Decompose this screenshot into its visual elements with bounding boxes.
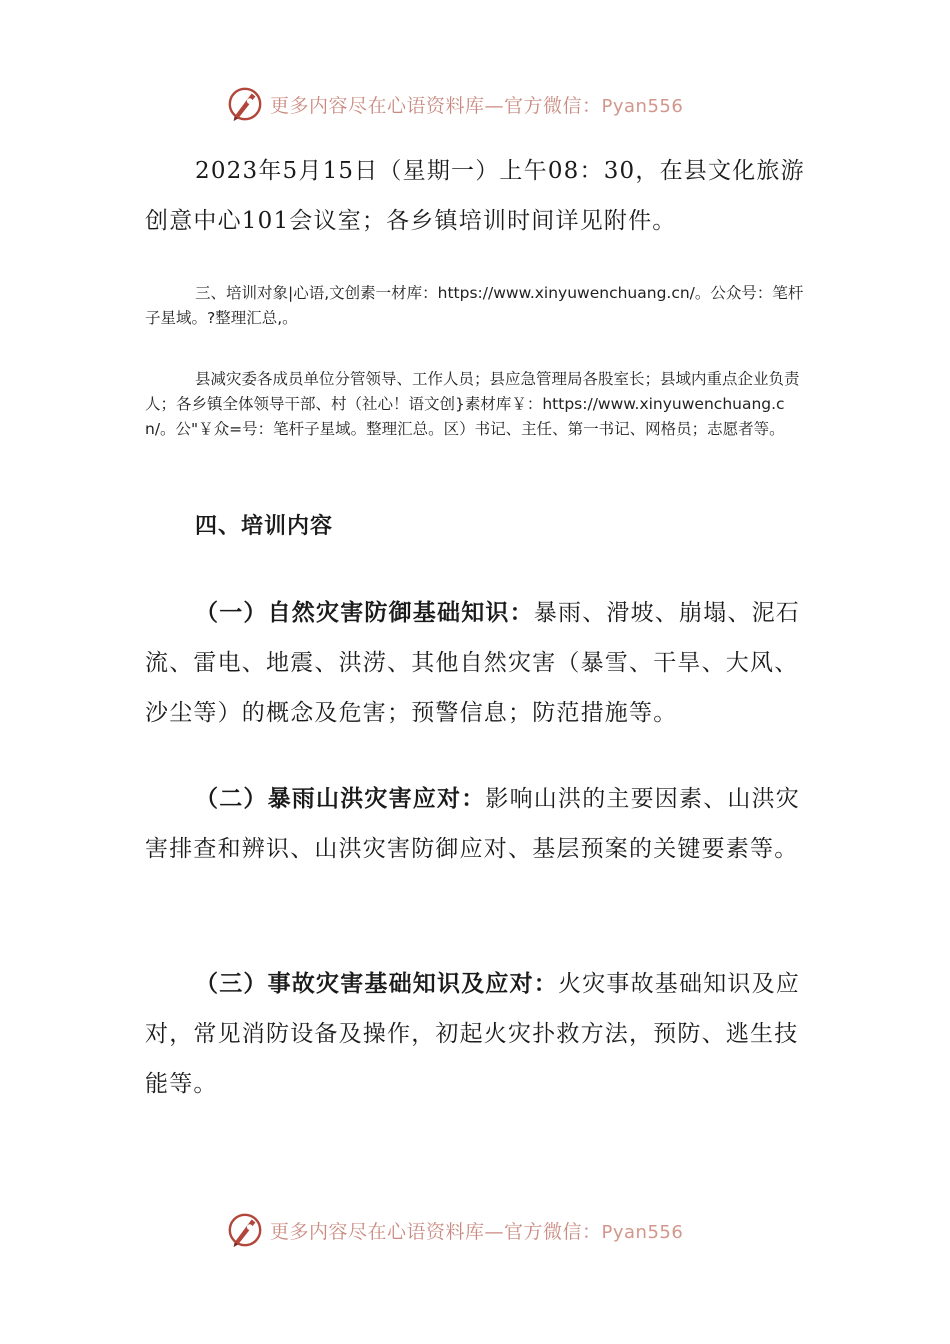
content-item-2-text: 影响山洪的主要因素、山洪灾害排查和辨识、山洪灾害防御应对、基层预案的关键要素等。 <box>145 786 801 862</box>
banner-text: 更多内容尽在心语资料库—官方微信：Pyan556 <box>270 1220 684 1243</box>
time-place-paragraph: 2023年5月15日（星期一）上午08：30，在县文化旅游创意中心101会议室；各乡镇培训时间详见附件。 <box>145 158 805 234</box>
header-banner <box>226 84 746 124</box>
content-item-1-label: （一）自然灾害防御基础知识： <box>195 600 534 626</box>
content-item-1-text: 暴雨、滑坡、崩塌、泥石流、雷电、地震、洪涝、其他自然灾害（暴雪、干旱、大风、沙尘等）的概念及危害；预警信息；防范措施等。 <box>145 600 801 726</box>
section3-content: 县减灾委各成员单位分管领导、工作人员；县应急管理局各股室长；县域内重点企业负责人；各乡镇全体领导干部、村（社心！语文创}素材库￥：https://www.xinyuwenchuang.cn/。公"￥众=号：笔杆子星域。整理汇总。区）书记、主任、第一书记、网格员；志愿者等。 <box>145 370 800 438</box>
pen-logo-icon <box>226 1211 264 1249</box>
footer-banner <box>226 1210 746 1250</box>
pen-logo-icon <box>226 85 264 123</box>
content-item-3-label: （三）事故灾害基础知识及应对： <box>195 971 558 997</box>
section4-title: 四、培训内容 <box>195 514 334 539</box>
content-item-3 <box>145 959 805 1109</box>
content-item-2-label: （二）暴雨山洪灾害应对： <box>195 786 486 812</box>
content-item-1 <box>145 588 805 738</box>
section3-title: 三、培训对象|心语,文创素一材库：https://www.xinyuwenchuang.cn/。公众号：笔杆子星域。?整理汇总,。 <box>145 284 804 327</box>
banner-text: 更多内容尽在心语资料库—官方微信：Pyan556 <box>270 94 684 117</box>
content-item-2 <box>145 774 805 874</box>
content-item-3-text: 火灾事故基础知识及应对，常见消防设备及操作，初起火灾扑救方法，预防、逃生技能等。 <box>145 971 800 1097</box>
